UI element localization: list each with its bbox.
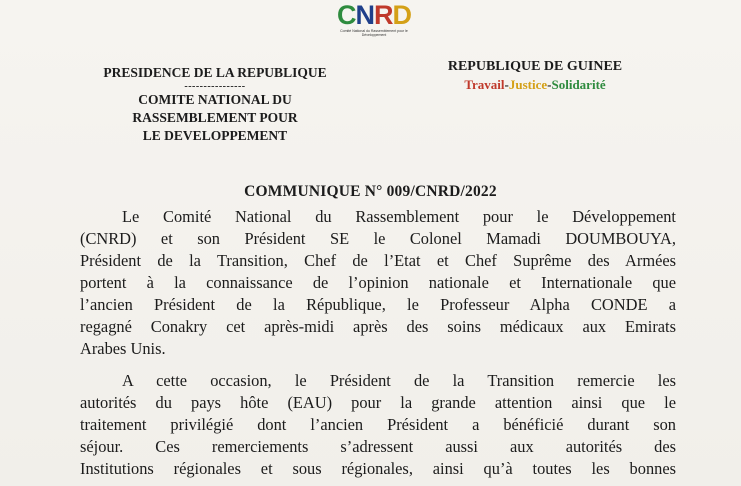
motto-solidarite: Solidarité [551, 77, 606, 92]
cnrd-logo-subtitle: Comité National du Rassemblement pour le Développement [340, 29, 408, 37]
paragraph-line: A cette occasion, le Président de la Transition remercie les [122, 371, 676, 390]
motto-travail: Travail [464, 77, 505, 92]
comite-line-1: COMITE NATIONAL DU [138, 92, 292, 107]
right-header [430, 58, 640, 94]
paragraph-line: regagné Conakry cet après-midi après des soins médicaux aux Emirats [80, 317, 676, 336]
paragraph-line: Arabes Unis. [80, 339, 166, 358]
left-header [80, 64, 350, 145]
paragraph-line: portent à la connaissance de l’opinion nationale et Internationale que [80, 273, 676, 292]
paragraph-2 [80, 370, 676, 480]
paragraph-line: Président de la Transition, Chef de l’Etat et Chef Suprême des Armées [80, 251, 676, 270]
presidence-line: PRESIDENCE DE LA REPUBLIQUE [103, 65, 327, 80]
communique-title: COMMUNIQUE N° 009/CNRD/2022 [244, 183, 497, 200]
paragraph-line: Le Comité National du Rassemblement pour le Développement [122, 207, 676, 226]
paragraph-line: séjour. Ces remerciements s’adressent aussi aux autorités des [80, 437, 676, 456]
comite-line-2: RASSEMBLEMENT POUR [132, 110, 298, 125]
comite-line-3: LE DEVELOPPEMENT [142, 128, 288, 143]
paragraph-line: (CNRD) et son Président SE le Colonel Mamadi DOUMBOUYA, [80, 229, 676, 248]
header-separator: ---------------- [184, 81, 246, 92]
paragraph-line: l’ancien Président de la République, le Professeur Alpha CONDE a [80, 295, 676, 314]
paragraph-1 [80, 206, 676, 360]
cnrd-logo [332, 2, 416, 38]
paragraph-line: traitement privilégié dont l’ancien Président a bénéficié durant son [80, 415, 676, 434]
paragraph-line: Institutions régionales et sous régionales, ainsi qu’à toutes les bonnes [80, 459, 676, 478]
republique-title: REPUBLIQUE DE GUINEE [447, 59, 623, 74]
cnrd-logo-text: CNRD [337, 0, 411, 30]
motto-justice: Justice [508, 77, 548, 92]
national-motto: Travail-Justice-Solidarité [464, 77, 606, 92]
paragraph-line: autorités du pays hôte (EAU) pour la grande attention ainsi que le [80, 393, 676, 412]
